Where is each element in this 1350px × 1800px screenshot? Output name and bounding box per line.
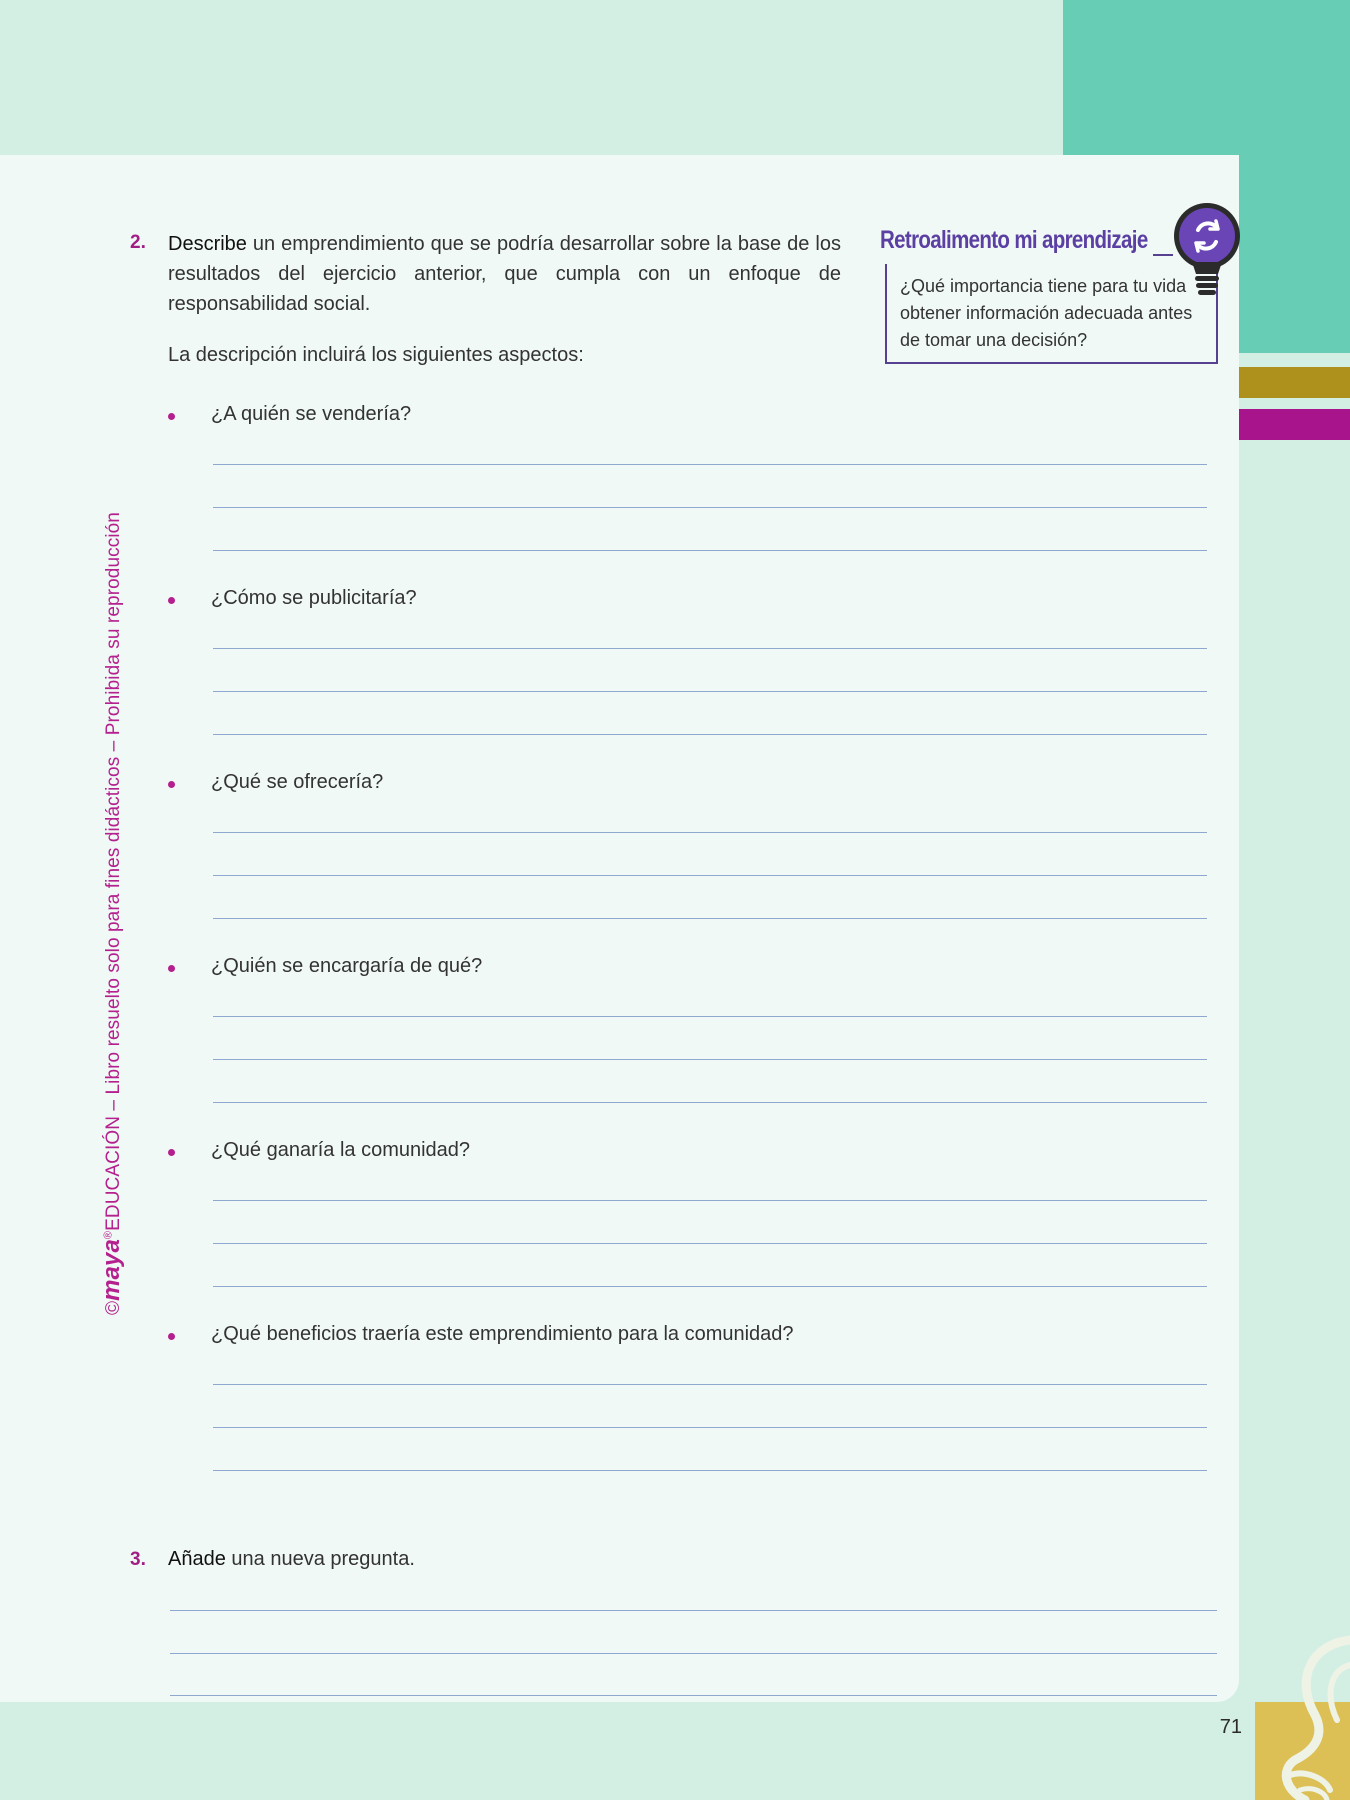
question-3-body: una nueva pregunta. bbox=[225, 1548, 415, 1570]
question-3-verb: Añade bbox=[168, 1548, 226, 1570]
bullet-label: ¿Qué beneficios traería este emprendimiento para la comunidad? bbox=[211, 1323, 794, 1345]
lightbulb-icon bbox=[1168, 200, 1244, 304]
question-2-verb: Describe bbox=[168, 233, 247, 255]
bullet-label: ¿Qué se ofrecería? bbox=[211, 771, 384, 793]
bullet-label: ¿Quién se encargaría de qué? bbox=[211, 955, 483, 977]
answer-line[interactable] bbox=[213, 1427, 1207, 1428]
bullet-dot-icon bbox=[168, 781, 175, 788]
copyright-symbol: © bbox=[103, 1300, 124, 1315]
gold-side-band bbox=[1239, 367, 1350, 398]
retro-question: ¿Qué importancia tiene para tu vida obtener información adecuada antes de tomar una decisión? bbox=[900, 276, 1193, 350]
answer-line[interactable] bbox=[213, 918, 1207, 919]
question-2-body: un emprendimiento que se podría desarrollar sobre la base de los resultados del ejercicio anterior, que cumpla con un enfoque de responsabilidad social. bbox=[168, 233, 841, 315]
question-3-text bbox=[168, 1548, 415, 1571]
answer-line[interactable] bbox=[170, 1610, 1217, 1611]
answer-line[interactable] bbox=[213, 648, 1207, 649]
answer-line[interactable] bbox=[213, 507, 1207, 508]
bullet-dot-icon bbox=[168, 965, 175, 972]
answer-line[interactable] bbox=[213, 1286, 1207, 1287]
question-3-number: 3. bbox=[130, 1549, 146, 1570]
answer-line[interactable] bbox=[170, 1653, 1217, 1654]
magenta-side-band bbox=[1239, 409, 1350, 440]
question-2-number: 2. bbox=[130, 232, 146, 253]
answer-line[interactable] bbox=[213, 832, 1207, 833]
retro-title: Retroalimento mi aprendizaje bbox=[880, 226, 1148, 254]
registered-mark: ® bbox=[102, 1230, 115, 1240]
answer-line[interactable] bbox=[213, 1243, 1207, 1244]
answer-line[interactable] bbox=[213, 1384, 1207, 1385]
corner-bulb-icon bbox=[1255, 1620, 1350, 1800]
bullet-label: ¿Qué ganaría la comunidad? bbox=[211, 1139, 471, 1161]
answer-line[interactable] bbox=[213, 875, 1207, 876]
bullet-dot-icon bbox=[168, 597, 175, 604]
bullet-label: ¿A quién se vendería? bbox=[211, 403, 412, 425]
answer-line[interactable] bbox=[170, 1695, 1217, 1696]
answer-line[interactable] bbox=[213, 1059, 1207, 1060]
answer-line[interactable] bbox=[213, 1470, 1207, 1471]
bullet-dot-icon bbox=[168, 1149, 175, 1156]
answer-line[interactable] bbox=[213, 1200, 1207, 1201]
page-number: 71 bbox=[1219, 1716, 1242, 1738]
bullet-dot-icon bbox=[168, 1333, 175, 1340]
bullet-dot-icon bbox=[168, 413, 175, 420]
answer-line[interactable] bbox=[213, 1016, 1207, 1017]
copyright-notice bbox=[98, 512, 126, 1315]
question-2-text bbox=[168, 229, 841, 319]
bullet-label: ¿Cómo se publicitaría? bbox=[211, 587, 417, 609]
brand-logo-text: maya bbox=[98, 1239, 125, 1301]
answer-line[interactable] bbox=[213, 464, 1207, 465]
answer-line[interactable] bbox=[213, 550, 1207, 551]
copyright-text: EDUCACIÓN – Libro resuelto solo para fines didácticos – Prohibida su reproducción bbox=[103, 512, 124, 1231]
answer-line[interactable] bbox=[213, 734, 1207, 735]
answer-line[interactable] bbox=[213, 1102, 1207, 1103]
answer-line[interactable] bbox=[213, 691, 1207, 692]
question-2-intro: La descripción incluirá los siguientes aspectos: bbox=[168, 344, 584, 366]
